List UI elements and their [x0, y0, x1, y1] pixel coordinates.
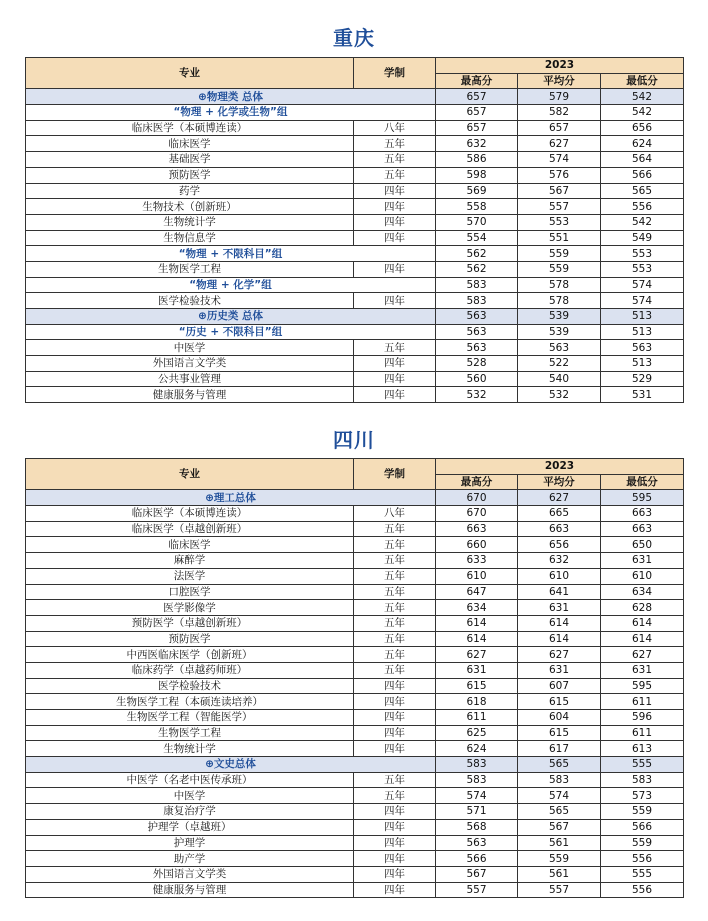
score-table-sichuan — [25, 458, 684, 898]
table-row — [26, 678, 684, 694]
avg-score-cell: 579 — [518, 89, 601, 105]
duration-cell: 五年 — [354, 537, 436, 553]
major-cell: 生物技术（创新班） — [26, 199, 354, 215]
max-score-cell: 657 — [436, 105, 518, 121]
duration-cell: 四年 — [354, 866, 436, 882]
group-name-cell: ⊕文史总体 — [26, 757, 436, 773]
min-score-cell: 559 — [601, 804, 684, 820]
duration-cell: 四年 — [354, 293, 436, 309]
duration-cell: 四年 — [354, 214, 436, 230]
major-cell: 医学检验技术 — [26, 678, 354, 694]
min-score-cell: 611 — [601, 725, 684, 741]
duration-cell: 五年 — [354, 167, 436, 183]
min-score-cell: 529 — [601, 371, 684, 387]
duration-cell: 四年 — [354, 882, 436, 898]
avg-score-cell: 631 — [518, 662, 601, 678]
min-score-cell: 542 — [601, 214, 684, 230]
table-row — [26, 584, 684, 600]
table-row — [26, 819, 684, 835]
duration-cell: 四年 — [354, 804, 436, 820]
max-score-cell: 528 — [436, 356, 518, 372]
min-score-cell: 595 — [601, 678, 684, 694]
major-cell: 外国语言文学类 — [26, 866, 354, 882]
max-score-cell: 558 — [436, 199, 518, 215]
major-cell: 中医学 — [26, 340, 354, 356]
max-score-cell: 657 — [436, 89, 518, 105]
min-score-cell: 583 — [601, 772, 684, 788]
table-row — [26, 568, 684, 584]
major-cell: 医学影像学 — [26, 600, 354, 616]
min-score-cell: 566 — [601, 167, 684, 183]
duration-cell: 五年 — [354, 615, 436, 631]
major-cell: 生物医学工程（智能医学） — [26, 710, 354, 726]
max-score-cell: 625 — [436, 725, 518, 741]
duration-cell: 五年 — [354, 600, 436, 616]
max-score-cell: 563 — [436, 309, 518, 325]
table-row — [26, 324, 684, 340]
duration-cell: 五年 — [354, 553, 436, 569]
max-score-cell: 670 — [436, 506, 518, 522]
avg-score-cell: 615 — [518, 725, 601, 741]
group-name-cell: “物理 + 化学或生物”组 — [26, 105, 436, 121]
table-row — [26, 293, 684, 309]
major-cell: 外国语言文学类 — [26, 356, 354, 372]
min-score-cell: 559 — [601, 835, 684, 851]
max-score-cell: 586 — [436, 152, 518, 168]
avg-score-cell: 610 — [518, 568, 601, 584]
duration-cell: 五年 — [354, 521, 436, 537]
min-score-cell: 573 — [601, 788, 684, 804]
avg-score-cell: 539 — [518, 324, 601, 340]
min-score-cell: 513 — [601, 324, 684, 340]
region-title-sichuan: 四川 — [333, 428, 375, 452]
avg-score-cell: 604 — [518, 710, 601, 726]
table-row — [26, 490, 684, 506]
max-score-cell: 634 — [436, 600, 518, 616]
major-cell: 生物医学工程 — [26, 725, 354, 741]
max-score-cell: 562 — [436, 261, 518, 277]
avg-score-cell: 657 — [518, 120, 601, 136]
major-cell: 公共事业管理 — [26, 371, 354, 387]
table-row — [26, 199, 684, 215]
avg-score-cell: 614 — [518, 631, 601, 647]
avg-score-cell: 615 — [518, 694, 601, 710]
min-score-cell: 555 — [601, 866, 684, 882]
avg-score-cell: 539 — [518, 309, 601, 325]
table-row — [26, 120, 684, 136]
major-cell: 健康服务与管理 — [26, 387, 354, 403]
avg-score-cell: 656 — [518, 537, 601, 553]
table-row — [26, 662, 684, 678]
duration-cell: 五年 — [354, 152, 436, 168]
table-row — [26, 183, 684, 199]
header-year: 2023 — [436, 58, 684, 74]
duration-cell: 八年 — [354, 506, 436, 522]
avg-score-cell: 532 — [518, 387, 601, 403]
duration-cell: 五年 — [354, 568, 436, 584]
min-score-cell: 631 — [601, 662, 684, 678]
avg-score-cell: 522 — [518, 356, 601, 372]
major-cell: 临床医学 — [26, 136, 354, 152]
duration-cell: 四年 — [354, 261, 436, 277]
major-cell: 预防医学 — [26, 631, 354, 647]
major-cell: 生物统计学 — [26, 214, 354, 230]
table-row — [26, 105, 684, 121]
header-duration: 学制 — [354, 58, 436, 89]
table-row — [26, 647, 684, 663]
min-score-cell: 631 — [601, 553, 684, 569]
max-score-cell: 657 — [436, 120, 518, 136]
major-cell: 生物医学工程（本硕连读培养） — [26, 694, 354, 710]
max-score-cell: 563 — [436, 835, 518, 851]
header-max: 最高分 — [436, 73, 518, 89]
avg-score-cell: 582 — [518, 105, 601, 121]
header-major: 专业 — [26, 58, 354, 89]
header-avg: 平均分 — [518, 474, 601, 490]
min-score-cell: 553 — [601, 246, 684, 262]
max-score-cell: 554 — [436, 230, 518, 246]
max-score-cell: 610 — [436, 568, 518, 584]
major-cell: 护理学（卓越班） — [26, 819, 354, 835]
min-score-cell: 553 — [601, 261, 684, 277]
avg-score-cell: 617 — [518, 741, 601, 757]
min-score-cell: 624 — [601, 136, 684, 152]
min-score-cell: 613 — [601, 741, 684, 757]
max-score-cell: 571 — [436, 804, 518, 820]
max-score-cell: 627 — [436, 647, 518, 663]
major-cell: 麻醉学 — [26, 553, 354, 569]
avg-score-cell: 627 — [518, 647, 601, 663]
major-cell: 医学检验技术 — [26, 293, 354, 309]
avg-score-cell: 576 — [518, 167, 601, 183]
max-score-cell: 615 — [436, 678, 518, 694]
max-score-cell: 631 — [436, 662, 518, 678]
group-name-cell: “物理 + 不限科目”组 — [26, 246, 436, 262]
duration-cell: 四年 — [354, 199, 436, 215]
group-name-cell: “历史 + 不限科目”组 — [26, 324, 436, 340]
avg-score-cell: 631 — [518, 600, 601, 616]
major-cell: 生物医学工程 — [26, 261, 354, 277]
max-score-cell: 598 — [436, 167, 518, 183]
avg-score-cell: 632 — [518, 553, 601, 569]
min-score-cell: 513 — [601, 309, 684, 325]
max-score-cell: 583 — [436, 757, 518, 773]
avg-score-cell: 627 — [518, 490, 601, 506]
table-row — [26, 851, 684, 867]
min-score-cell: 634 — [601, 584, 684, 600]
min-score-cell: 596 — [601, 710, 684, 726]
min-score-cell: 566 — [601, 819, 684, 835]
max-score-cell: 660 — [436, 537, 518, 553]
table-row — [26, 136, 684, 152]
duration-cell: 四年 — [354, 387, 436, 403]
min-score-cell: 663 — [601, 521, 684, 537]
major-cell: 预防医学（卓越创新班） — [26, 615, 354, 631]
table-row — [26, 725, 684, 741]
max-score-cell: 614 — [436, 631, 518, 647]
min-score-cell: 628 — [601, 600, 684, 616]
avg-score-cell: 574 — [518, 152, 601, 168]
table-row — [26, 710, 684, 726]
region-title-chongqing: 重庆 — [333, 26, 375, 50]
duration-cell: 五年 — [354, 772, 436, 788]
table-row — [26, 772, 684, 788]
major-cell: 临床医学（卓越创新班） — [26, 521, 354, 537]
max-score-cell: 563 — [436, 324, 518, 340]
min-score-cell: 555 — [601, 757, 684, 773]
max-score-cell: 647 — [436, 584, 518, 600]
max-score-cell: 560 — [436, 371, 518, 387]
avg-score-cell: 551 — [518, 230, 601, 246]
min-score-cell: 574 — [601, 293, 684, 309]
max-score-cell: 614 — [436, 615, 518, 631]
table-row — [26, 356, 684, 372]
avg-score-cell: 567 — [518, 183, 601, 199]
duration-cell: 五年 — [354, 340, 436, 356]
table-row — [26, 741, 684, 757]
group-name-cell: ⊕理工总体 — [26, 490, 436, 506]
table-row — [26, 506, 684, 522]
table-row — [26, 804, 684, 820]
major-cell: 临床医学（本硕博连读） — [26, 506, 354, 522]
max-score-cell: 583 — [436, 293, 518, 309]
avg-score-cell: 627 — [518, 136, 601, 152]
max-score-cell: 568 — [436, 819, 518, 835]
table-row — [26, 309, 684, 325]
min-score-cell: 549 — [601, 230, 684, 246]
avg-score-cell: 607 — [518, 678, 601, 694]
max-score-cell: 532 — [436, 387, 518, 403]
table-row — [26, 866, 684, 882]
min-score-cell: 563 — [601, 340, 684, 356]
avg-score-cell: 567 — [518, 819, 601, 835]
duration-cell: 五年 — [354, 584, 436, 600]
major-cell: 法医学 — [26, 568, 354, 584]
table-row — [26, 371, 684, 387]
avg-score-cell: 574 — [518, 788, 601, 804]
duration-cell: 五年 — [354, 631, 436, 647]
min-score-cell: 614 — [601, 631, 684, 647]
table-row — [26, 835, 684, 851]
duration-cell: 四年 — [354, 725, 436, 741]
table-row — [26, 261, 684, 277]
duration-cell: 五年 — [354, 662, 436, 678]
avg-score-cell: 614 — [518, 615, 601, 631]
header-min: 最低分 — [601, 73, 684, 89]
min-score-cell: 650 — [601, 537, 684, 553]
header-duration: 学制 — [354, 459, 436, 490]
avg-score-cell: 565 — [518, 804, 601, 820]
min-score-cell: 556 — [601, 199, 684, 215]
duration-cell: 五年 — [354, 647, 436, 663]
min-score-cell: 542 — [601, 89, 684, 105]
score-table-chongqing — [25, 57, 684, 403]
min-score-cell: 556 — [601, 851, 684, 867]
duration-cell: 四年 — [354, 371, 436, 387]
duration-cell: 四年 — [354, 183, 436, 199]
duration-cell: 四年 — [354, 851, 436, 867]
major-cell: 口腔医学 — [26, 584, 354, 600]
major-cell: 临床医学 — [26, 537, 354, 553]
major-cell: 护理学 — [26, 835, 354, 851]
min-score-cell: 565 — [601, 183, 684, 199]
avg-score-cell: 578 — [518, 293, 601, 309]
max-score-cell: 670 — [436, 490, 518, 506]
table-row — [26, 788, 684, 804]
duration-cell: 四年 — [354, 819, 436, 835]
major-cell: 基础医学 — [26, 152, 354, 168]
duration-cell: 五年 — [354, 788, 436, 804]
avg-score-cell: 561 — [518, 866, 601, 882]
table-row — [26, 89, 684, 105]
table-row — [26, 387, 684, 403]
avg-score-cell: 583 — [518, 772, 601, 788]
min-score-cell: 531 — [601, 387, 684, 403]
min-score-cell: 614 — [601, 615, 684, 631]
duration-cell: 四年 — [354, 741, 436, 757]
min-score-cell: 611 — [601, 694, 684, 710]
table-row — [26, 277, 684, 293]
avg-score-cell: 563 — [518, 340, 601, 356]
max-score-cell: 632 — [436, 136, 518, 152]
avg-score-cell: 540 — [518, 371, 601, 387]
duration-cell: 八年 — [354, 120, 436, 136]
min-score-cell: 595 — [601, 490, 684, 506]
avg-score-cell: 665 — [518, 506, 601, 522]
major-cell: 临床药学（卓越药师班） — [26, 662, 354, 678]
min-score-cell: 627 — [601, 647, 684, 663]
header-year: 2023 — [436, 459, 684, 475]
min-score-cell: 574 — [601, 277, 684, 293]
major-cell: 中医学（名老中医传承班） — [26, 772, 354, 788]
avg-score-cell: 565 — [518, 757, 601, 773]
table-row — [26, 615, 684, 631]
avg-score-cell: 559 — [518, 851, 601, 867]
major-cell: 健康服务与管理 — [26, 882, 354, 898]
avg-score-cell: 559 — [518, 261, 601, 277]
table-row — [26, 694, 684, 710]
group-name-cell: ⊕物理类 总体 — [26, 89, 436, 105]
major-cell: 助产学 — [26, 851, 354, 867]
table-row — [26, 230, 684, 246]
header-major: 专业 — [26, 459, 354, 490]
avg-score-cell: 578 — [518, 277, 601, 293]
group-name-cell: “物理 + 化学”组 — [26, 277, 436, 293]
min-score-cell: 556 — [601, 882, 684, 898]
table-row — [26, 757, 684, 773]
major-cell: 康复治疗学 — [26, 804, 354, 820]
table-row — [26, 340, 684, 356]
max-score-cell: 583 — [436, 277, 518, 293]
max-score-cell: 611 — [436, 710, 518, 726]
max-score-cell: 566 — [436, 851, 518, 867]
major-cell: 中西医临床医学（创新班） — [26, 647, 354, 663]
table-row — [26, 631, 684, 647]
min-score-cell: 564 — [601, 152, 684, 168]
avg-score-cell: 559 — [518, 246, 601, 262]
avg-score-cell: 641 — [518, 584, 601, 600]
duration-cell: 四年 — [354, 710, 436, 726]
avg-score-cell: 553 — [518, 214, 601, 230]
max-score-cell: 569 — [436, 183, 518, 199]
max-score-cell: 563 — [436, 340, 518, 356]
header-max: 最高分 — [436, 474, 518, 490]
table-row — [26, 537, 684, 553]
group-name-cell: ⊕历史类 总体 — [26, 309, 436, 325]
min-score-cell: 542 — [601, 105, 684, 121]
major-cell: 药学 — [26, 183, 354, 199]
table-row — [26, 246, 684, 262]
max-score-cell: 633 — [436, 553, 518, 569]
min-score-cell: 610 — [601, 568, 684, 584]
avg-score-cell: 557 — [518, 199, 601, 215]
duration-cell: 四年 — [354, 694, 436, 710]
header-min: 最低分 — [601, 474, 684, 490]
table-row — [26, 521, 684, 537]
min-score-cell: 656 — [601, 120, 684, 136]
avg-score-cell: 663 — [518, 521, 601, 537]
duration-cell: 四年 — [354, 356, 436, 372]
max-score-cell: 624 — [436, 741, 518, 757]
major-cell: 生物信息学 — [26, 230, 354, 246]
table-row — [26, 152, 684, 168]
max-score-cell: 562 — [436, 246, 518, 262]
table-row — [26, 553, 684, 569]
table-row — [26, 600, 684, 616]
table-row — [26, 882, 684, 898]
table-row — [26, 167, 684, 183]
duration-cell: 四年 — [354, 230, 436, 246]
header-avg: 平均分 — [518, 73, 601, 89]
duration-cell: 四年 — [354, 835, 436, 851]
min-score-cell: 663 — [601, 506, 684, 522]
table-row — [26, 214, 684, 230]
max-score-cell: 570 — [436, 214, 518, 230]
max-score-cell: 618 — [436, 694, 518, 710]
duration-cell: 四年 — [354, 678, 436, 694]
max-score-cell: 583 — [436, 772, 518, 788]
max-score-cell: 663 — [436, 521, 518, 537]
major-cell: 生物统计学 — [26, 741, 354, 757]
avg-score-cell: 561 — [518, 835, 601, 851]
major-cell: 临床医学（本硕博连读） — [26, 120, 354, 136]
max-score-cell: 567 — [436, 866, 518, 882]
min-score-cell: 513 — [601, 356, 684, 372]
duration-cell: 五年 — [354, 136, 436, 152]
major-cell: 中医学 — [26, 788, 354, 804]
max-score-cell: 574 — [436, 788, 518, 804]
max-score-cell: 557 — [436, 882, 518, 898]
major-cell: 预防医学 — [26, 167, 354, 183]
avg-score-cell: 557 — [518, 882, 601, 898]
